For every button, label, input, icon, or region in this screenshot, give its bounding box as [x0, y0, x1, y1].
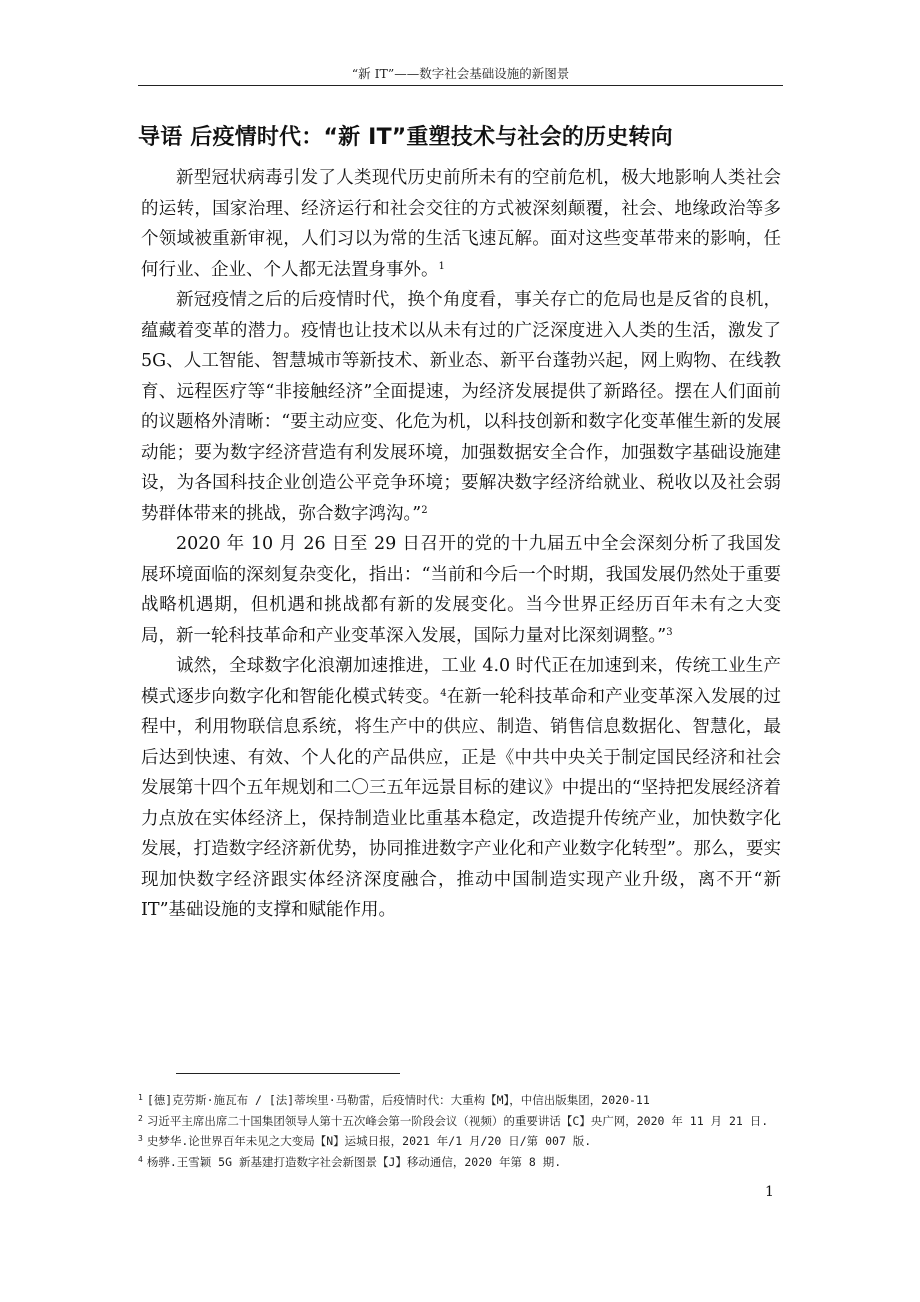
footnote-number: 3 [138, 1134, 143, 1143]
paragraph-2 [141, 285, 781, 529]
footnote-text: [德]克劳斯·施瓦布 / [法]蒂埃里·马勒雷，后疫情时代：大重构【M】，中信出版集团，2020-11 [146, 1093, 650, 1107]
footnote-ref: 2 [421, 504, 428, 516]
footnote-ref: 4 [440, 687, 447, 699]
running-header: “新 IT”——数字社会基础设施的新图景 [351, 66, 570, 81]
page-number: 1 [765, 1184, 774, 1200]
footnote-3 [138, 1131, 788, 1152]
paragraph-1 [141, 163, 781, 285]
footnotes [138, 1090, 788, 1172]
footnote-text: 习近平主席出席二十国集团领导人第十五次峰会第一阶段会议（视频）的重要讲话【C】央广网，2020 年 11 月 21 日. [146, 1113, 769, 1128]
paragraph-text: 2020 年 10 月 26 日至 29 日召开的党的十九届五中全会深刻分析了我国发展环境面临的深刻复杂变化，指出：“当前和今后一个时期，我国发展仍然处于重要战略机遇期，但机遇和挑战都有新的发展变化。当今世界正经历百年未有之大变局，新一轮科技革命和产业变革深入发展，国际力量对比深刻调整。” [141, 534, 781, 646]
paragraph-3 [141, 529, 781, 651]
header-rule [138, 85, 783, 86]
footnote-2 [138, 1111, 788, 1132]
footnote-number: 1 [138, 1093, 143, 1102]
paragraph-text: 新型冠状病毒引发了人类现代历史前所未有的空前危机，极大地影响人类社会的运转，国家治理、经济运行和社会交往的方式被深刻颠覆，社会、地缘政治等多个领域被重新审视，人们习以为常的生活飞速瓦解。面对这些变革带来的影响，任何行业、企业、个人都无法置身事外。 [141, 168, 781, 280]
footnote-ref: 3 [666, 626, 673, 638]
footnote-text: 史梦华.论世界百年未见之大变局【N】运城日报，2021 年/1 月/20 日/第 007 版. [146, 1134, 592, 1148]
footnote-number: 4 [138, 1154, 143, 1164]
footnote-text: 杨骅.王雪颖 5G 新基建打造数字社会新图景【J】移动通信，2020 年第 8 期. [146, 1154, 562, 1169]
footnote-4 [138, 1152, 788, 1173]
footnote-ref: 1 [438, 260, 445, 272]
paragraph-text: 新冠疫情之后的后疫情时代，换个角度看，事关存亡的危局也是反省的良机，蕴藏着变革的潜力。疫情也让技术以从未有过的广泛深度进入人类的生活，激发了 5G、人工智能、智慧城市等新技术、新业态、新平台蓬勃兴起，网上购物、在线教育、远程医疗等“非接触经济”全面提速，为经济发展提供了新路径。摆在人们面前的议题格外清晰：“要主动应变、化危为机，以科技创新和数字化变革催生新的发展动能；要为数字经济营造有利发展环境，加强数据安全合作，加强数字基础设施建设，为各国科技企业创造公平竞争环境；要解决数字经济给就业、税收以及社会弱势群体带来的挑战，弥合数字鸿沟。” [141, 290, 781, 524]
section-title: 导语 后疫情时代：“新 IT”重塑技术与社会的历史转向 [138, 125, 673, 150]
footnote-number: 2 [138, 1113, 143, 1123]
paragraph-4 [141, 651, 781, 926]
paragraph-text: 诚然，全球数字化浪潮加速推进，工业 4.0 时代正在加速到来，传统工业生产模式逐步向数字化和智能化模式转变。 [141, 656, 781, 707]
body-text [141, 163, 781, 926]
paragraph-text-continued: 在新一轮科技革命和产业变革深入发展的过程中，利用物联信息系统，将生产中的供应、制造、销售信息数据化、智慧化，最后达到快速、有效、个人化的产品供应，正是《中共中央关于制定国民经济和社会发展第十四个五年规划和二〇三五年远景目标的建议》中提出的“坚持把发展经济着力点放在实体经济上，保持制造业比重基本稳定，改造提升传统产业，加快数字化发展，打造数字经济新优势，协同推进数字产业化和产业数字化转型”。那么，要实现加快数字经济跟实体经济深度融合，推动中国制造实现产业升级，离不开“新 IT”基础设施的支撑和赋能作用。 [141, 686, 782, 920]
footnote-1 [138, 1090, 788, 1111]
footnote-separator [176, 1073, 400, 1074]
